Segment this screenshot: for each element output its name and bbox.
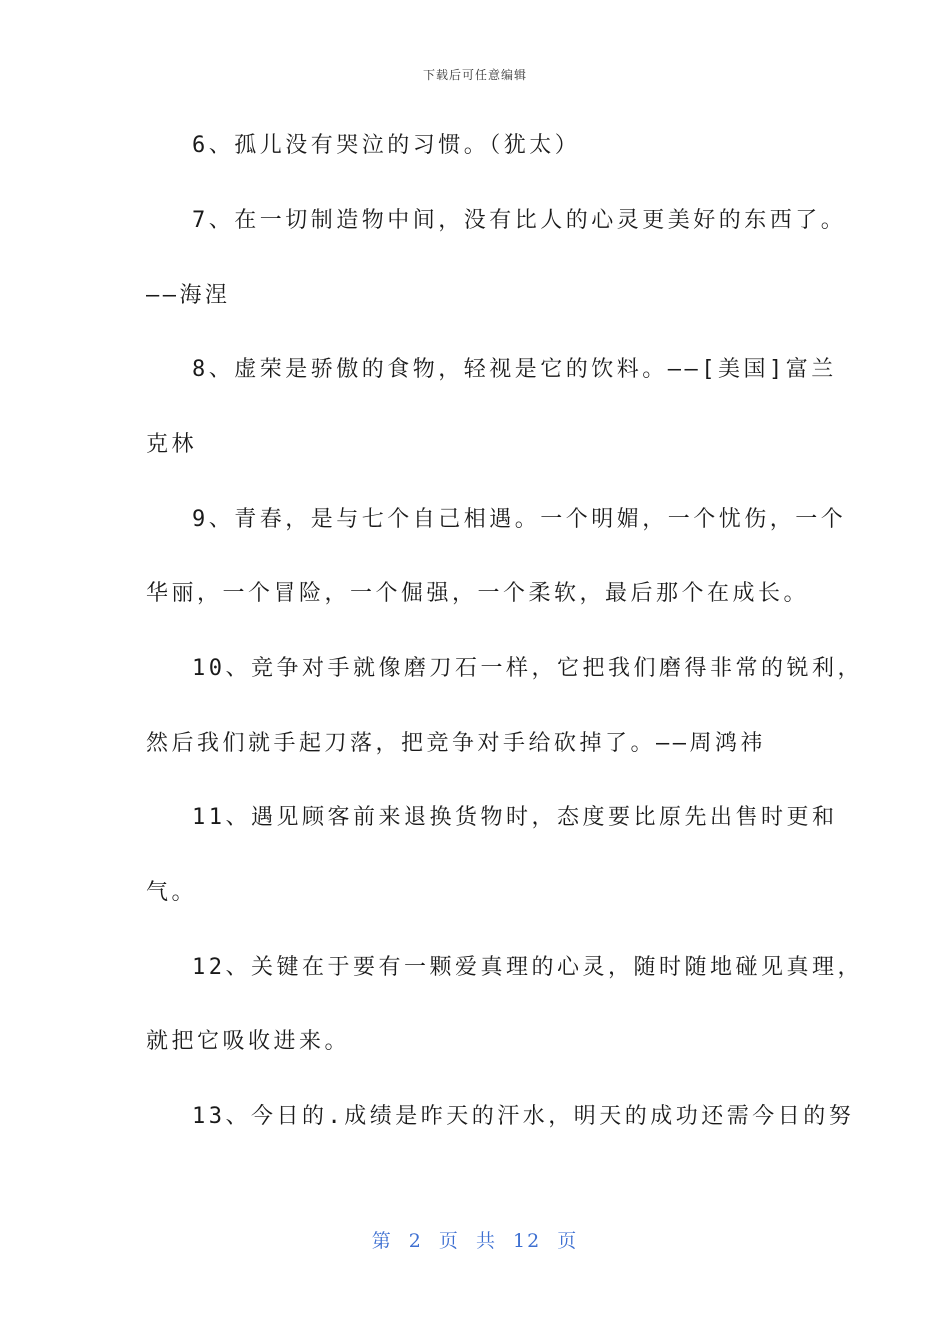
text-line: 就把它吸收进来。 <box>146 1029 351 1054</box>
text-line: 11、遇见顾客前来退换货物时，态度要比原先出售时更和 <box>192 805 838 830</box>
footer-page-number: 2 <box>408 1230 423 1252</box>
text-line: 6、孤儿没有哭泣的习惯。（犹太） <box>192 133 581 158</box>
text-line: 13、今日的.成绩是昨天的汗水，明天的成功还需今日的努 <box>192 1104 855 1129</box>
text-line: 10、竞争对手就像磨刀石一样，它把我们磨得非常的锐利， <box>192 656 863 681</box>
footer-page-word: 页 <box>438 1230 460 1252</box>
text-line: 气。 <box>146 880 198 905</box>
footer-suffix: 页 <box>557 1230 579 1252</box>
text-line: ——海涅 <box>146 283 231 308</box>
text-line: 12、关键在于要有一颗爱真理的心灵，随时随地碰见真理， <box>192 955 863 980</box>
text-line: 9、青春，是与七个自己相遇。一个明媚，一个忧伤，一个 <box>192 507 847 532</box>
text-line: 8、虚荣是骄傲的食物，轻视是它的饮料。——[美国]富兰 <box>192 357 837 382</box>
footer-prefix: 第 <box>371 1230 393 1252</box>
page-header: 下载后可任意编辑 <box>422 68 527 82</box>
text-line: 克林 <box>146 432 198 457</box>
text-line: 华丽，一个冒险，一个倔强，一个柔软，最后那个在成长。 <box>146 581 810 606</box>
text-line: 然后我们就手起刀落，把竞争对手给砍掉了。——周鸿祎 <box>146 731 766 756</box>
text-line: 7、在一切制造物中间，没有比人的心灵更美好的东西了。 <box>192 208 847 233</box>
footer-total-pages: 12 <box>513 1230 542 1252</box>
footer-total-word: 共 <box>475 1230 497 1252</box>
page-footer <box>0 1226 950 1253</box>
